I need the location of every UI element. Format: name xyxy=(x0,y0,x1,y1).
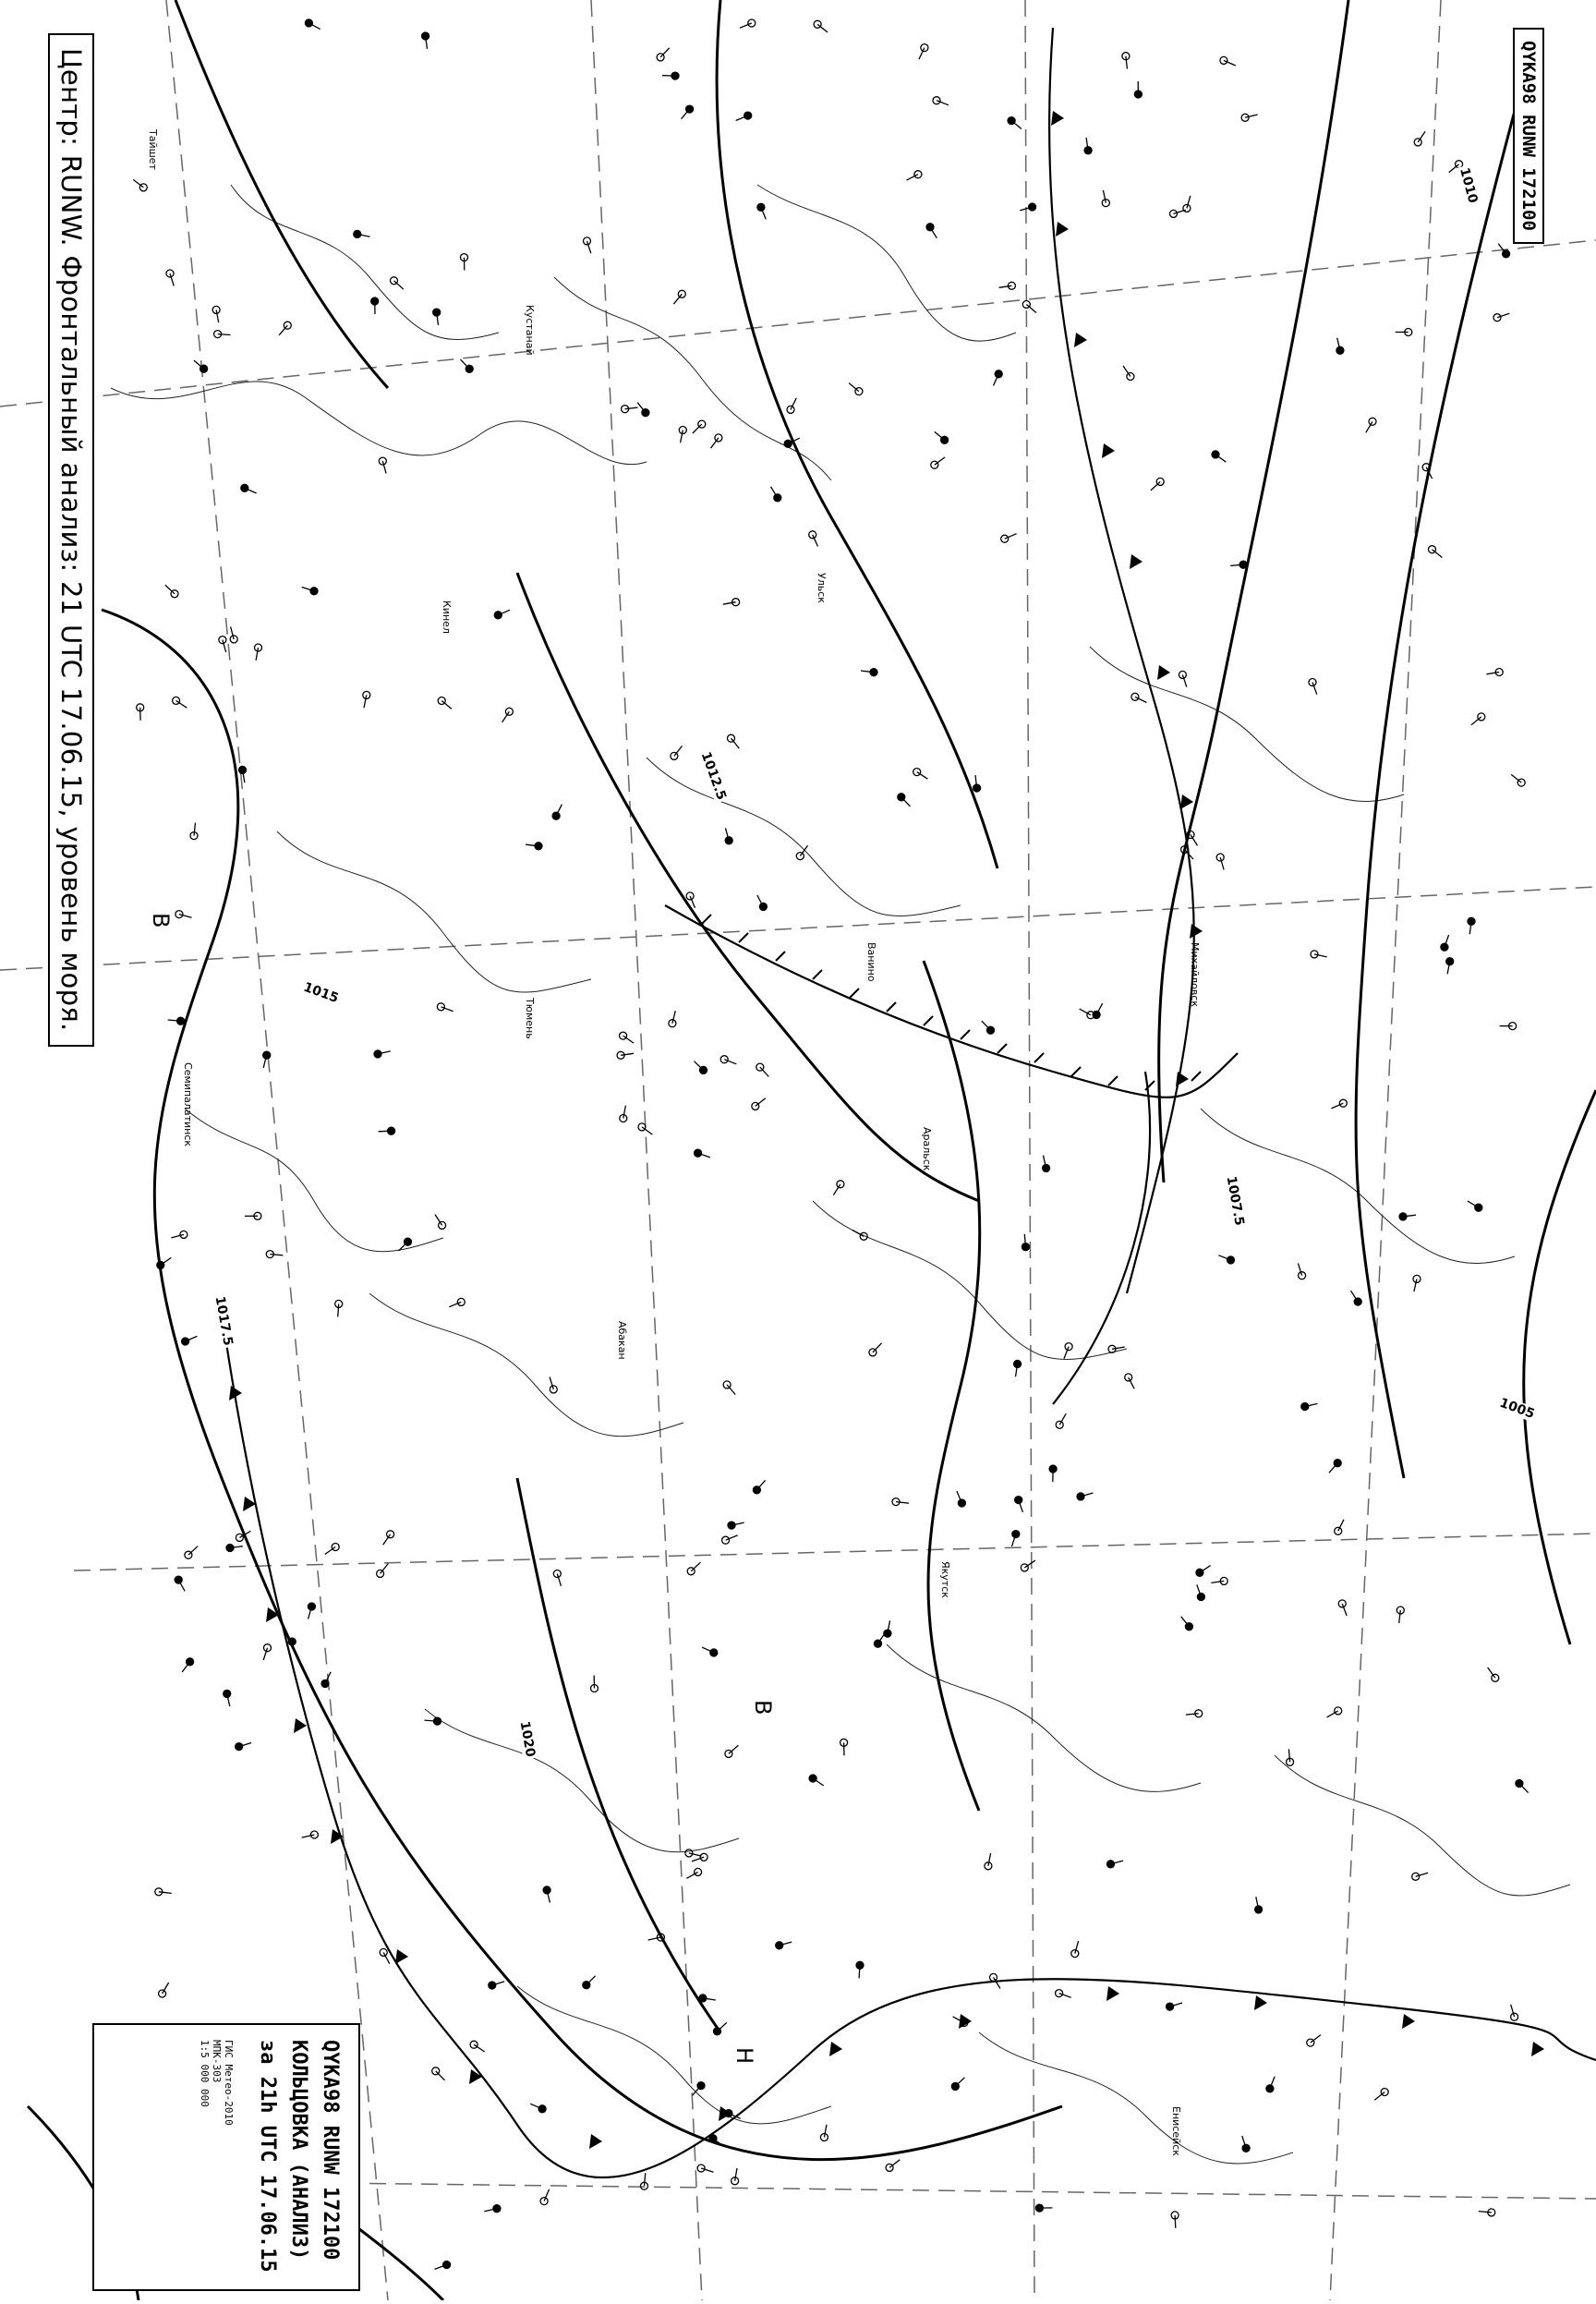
wind-barb xyxy=(645,2173,646,2186)
front-triangles xyxy=(229,111,1544,2149)
wind-barb xyxy=(394,281,404,289)
front-hatches xyxy=(702,915,1201,1090)
wind-barb xyxy=(194,823,196,836)
wind-barb xyxy=(999,285,1012,287)
map-title-text: Центр: RUNW. Фронтальный анализ: 21 UTC 17.06.15, уровень моря. xyxy=(55,48,87,1032)
wind-barb xyxy=(1511,774,1521,782)
wind-barb xyxy=(901,797,911,806)
wind-barb xyxy=(188,1546,198,1556)
wind-barb xyxy=(338,1304,339,1316)
pressure-center-high: В xyxy=(148,913,174,928)
wind-barb xyxy=(1064,1347,1069,1359)
wind-barb xyxy=(693,424,702,433)
wind-barb xyxy=(625,407,638,409)
wind-barb xyxy=(379,1131,392,1132)
wind-barb xyxy=(691,1562,700,1571)
wind-barb xyxy=(935,431,945,440)
map-title xyxy=(48,33,94,1047)
wind-barb xyxy=(218,334,231,335)
wind-barb xyxy=(673,294,682,304)
wind-barb xyxy=(1011,121,1022,129)
wind-barb xyxy=(1151,481,1160,491)
city-label: Семипалатинск xyxy=(182,1062,194,1146)
wind-barb xyxy=(441,701,452,709)
isobar-label: 1007.5 xyxy=(1223,1173,1247,1229)
wind-barb xyxy=(724,1060,736,1064)
wind-barb xyxy=(1414,1279,1417,1291)
legend-small3: 1:5 000 000 xyxy=(199,2040,211,2274)
station-markers xyxy=(133,19,1529,2270)
wind-barb xyxy=(955,2078,964,2087)
wind-barb xyxy=(873,1343,882,1352)
wind-barb xyxy=(436,2071,445,2080)
wind-barb xyxy=(194,360,204,369)
wind-barb xyxy=(660,48,670,57)
isobar-label: 1015 xyxy=(300,979,343,1007)
city-label: Михайловск xyxy=(1189,942,1201,1007)
wind-barb xyxy=(988,1853,991,1866)
city-label: Якутск xyxy=(939,1561,951,1598)
legend-line2: КОЛЬЦОВКА (АНАЛИЗ) xyxy=(283,2040,314,2274)
legend-small2: МПК-303 xyxy=(211,2040,223,2274)
wind-barb xyxy=(1519,1784,1529,1793)
city-label: Ванино xyxy=(865,942,877,982)
city-label: Тюмень xyxy=(524,998,536,1039)
wind-barb xyxy=(1026,305,1036,313)
wind-barb xyxy=(449,1302,461,1306)
station-circle xyxy=(543,1886,550,1894)
city-label: Абакан xyxy=(616,1321,628,1360)
legend xyxy=(83,2023,360,2300)
city-label: Кустанай xyxy=(524,305,536,356)
wind-barb xyxy=(690,896,695,908)
wind-barb xyxy=(461,359,470,369)
wind-barb xyxy=(982,1021,991,1030)
pressure-center-high: В xyxy=(750,1700,776,1715)
wind-barb xyxy=(1433,550,1443,558)
header-code xyxy=(1513,28,1544,244)
wind-barb xyxy=(693,2086,701,2096)
wind-barb xyxy=(1175,2215,1176,2228)
wind-barb xyxy=(732,738,740,748)
wind-barb xyxy=(682,109,690,119)
header-code-text: QYKA98 RUNW 172100 xyxy=(1518,41,1539,231)
legend-small1: ГИС Метео-2010 xyxy=(223,2040,235,2274)
wind-barb xyxy=(302,1835,315,1837)
wind-barb xyxy=(718,2022,727,2031)
isobar-label: 1010 xyxy=(1457,164,1481,207)
isobar-label: 1020 xyxy=(516,1718,538,1760)
wind-barb xyxy=(1479,2212,1492,2213)
wind-barb xyxy=(824,2125,827,2138)
wind-barb xyxy=(1126,56,1128,69)
wind-barb xyxy=(937,101,949,105)
isobar-label: 1017.5 xyxy=(212,1293,236,1349)
wind-barb xyxy=(1399,1610,1401,1623)
wind-barb xyxy=(756,1480,765,1490)
isobar-label: 1005 xyxy=(1496,1395,1539,1423)
city-label: Тайшет xyxy=(147,129,159,170)
wind-barb xyxy=(681,430,683,443)
wind-barb xyxy=(586,1976,596,1985)
wind-barb xyxy=(1288,1749,1289,1762)
wind-barb xyxy=(256,648,258,661)
wind-barb xyxy=(729,1745,739,1753)
wind-barb xyxy=(849,383,859,392)
wind-barb xyxy=(740,23,752,28)
wind-barb xyxy=(1112,1347,1125,1349)
wind-barb xyxy=(279,325,287,335)
wind-barb xyxy=(817,24,828,32)
wind-barb xyxy=(1314,954,1327,957)
city-label: Ульск xyxy=(816,573,828,603)
wind-barb xyxy=(216,309,219,322)
wind-barb xyxy=(859,1965,860,1978)
pressure-center-low: Н xyxy=(732,2047,757,2064)
wind-barb xyxy=(727,1385,735,1395)
wind-barb xyxy=(896,1502,909,1504)
legend-line1: QYKA98 RUNW 172100 xyxy=(314,2040,345,2274)
wind-barb xyxy=(1374,2092,1384,2101)
wind-barb xyxy=(735,2168,737,2181)
station-circle xyxy=(230,636,237,643)
wind-barb xyxy=(621,1053,634,1055)
legend-panel xyxy=(92,2023,360,2291)
wind-barb xyxy=(165,585,175,594)
wind-barb xyxy=(623,1106,626,1119)
wind-barb xyxy=(648,1937,661,1940)
wind-barb xyxy=(760,1067,769,1076)
wind-barb xyxy=(723,602,736,605)
city-label: Енисейск xyxy=(1170,2106,1182,2156)
city-label: Аральск xyxy=(921,1127,933,1170)
wind-barb xyxy=(726,1535,738,1540)
wind-barb xyxy=(756,1098,766,1107)
wind-barb xyxy=(695,1061,704,1071)
wind-barb xyxy=(1186,1714,1199,1715)
isobar-label: 1012.5 xyxy=(697,748,730,804)
front-lines xyxy=(222,28,1596,2177)
legend-line3: за 21h UTC 17.06.15 xyxy=(251,2040,283,2274)
wind-barb xyxy=(1211,1581,1224,1582)
wind-barb xyxy=(159,1892,172,1894)
wind-barb xyxy=(1486,673,1499,674)
isobar-lines xyxy=(28,0,1596,2300)
wind-barb xyxy=(1471,717,1481,725)
wind-barb xyxy=(364,695,367,708)
wind-barb xyxy=(637,403,646,413)
wind-barb xyxy=(1103,190,1106,203)
wind-barb xyxy=(1329,1463,1337,1473)
city-label: Кинел xyxy=(441,600,453,634)
